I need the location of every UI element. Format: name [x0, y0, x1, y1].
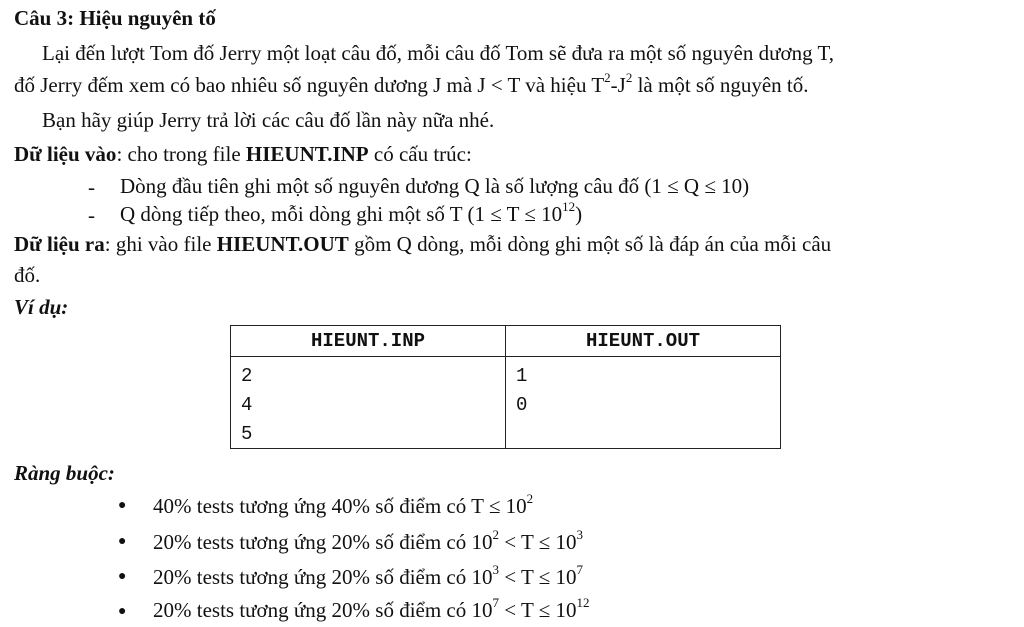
- output-description: Dữ liệu ra: ghi vào file HIEUNT.OUT gồm Q dòng, mỗi dòng ghi một số là đáp án của mỗi câu: [14, 232, 832, 256]
- bullet-icon: ●: [118, 534, 127, 549]
- table-cell: 4: [231, 390, 506, 419]
- table-cell: 1: [506, 357, 781, 391]
- statement-line-3: Bạn hãy giúp Jerry trả lời các câu đố lần này nữa nhé.: [42, 108, 495, 132]
- table-cell: 5: [231, 419, 506, 449]
- statement-line-2: đố Jerry đếm xem có bao nhiêu số nguyên dương J mà J < T và hiệu $T^2-J^2$ là một số nguyên tố.: [14, 70, 809, 97]
- input-item-1: Dòng đầu tiên ghi một số nguyên dương Q là số lượng câu đố (1 ≤ Q ≤ 10): [120, 174, 750, 198]
- table-header-input: HIEUNT.INP: [231, 326, 506, 357]
- bullet-icon: ●: [118, 604, 127, 619]
- table-header-output: HIEUNT.OUT: [506, 326, 781, 357]
- table-row: [231, 357, 781, 391]
- constraint-item-3: 20% tests tương ứng 20% số điểm có $10^3 < T \le 10^7$: [153, 562, 583, 589]
- table-row: [231, 419, 781, 449]
- input-description: Dữ liệu vào: cho trong file HIEUNT.INP có cấu trúc:: [14, 142, 472, 166]
- input-item-2: Q dòng tiếp theo, mỗi dòng ghi một số T $(1 \le T \le 10^{12})$: [120, 199, 583, 226]
- input-item-dash: -: [88, 203, 95, 227]
- table-header-row: [231, 326, 781, 357]
- problem-heading: Câu 3: Hiệu nguyên tố: [14, 6, 216, 30]
- input-item-dash: -: [88, 175, 95, 199]
- example-table: [230, 325, 781, 449]
- example-label: Ví dụ:: [14, 295, 69, 319]
- table-row: [231, 390, 781, 419]
- constraints-label: Ràng buộc:: [14, 461, 115, 485]
- constraint-item-1: 40% tests tương ứng 40% số điểm có $T \le 10^2$: [153, 491, 534, 518]
- output-description-cont: đố.: [14, 263, 41, 287]
- bullet-icon: ●: [118, 569, 127, 584]
- table-cell: 0: [506, 390, 781, 419]
- statement-line-1: Lại đến lượt Tom đố Jerry một loạt câu đố, mỗi câu đố Tom sẽ đưa ra một số nguyên dương T,: [42, 41, 834, 65]
- bullet-icon: ●: [118, 498, 127, 513]
- table-cell: 2: [231, 357, 506, 391]
- table-cell: [506, 419, 781, 449]
- constraint-item-2: 20% tests tương ứng 20% số điểm có $10^2 < T \le 10^3$: [153, 527, 583, 554]
- constraint-item-4: 20% tests tương ứng 20% số điểm có $10^7 < T \le 10^{12}$: [153, 595, 590, 622]
